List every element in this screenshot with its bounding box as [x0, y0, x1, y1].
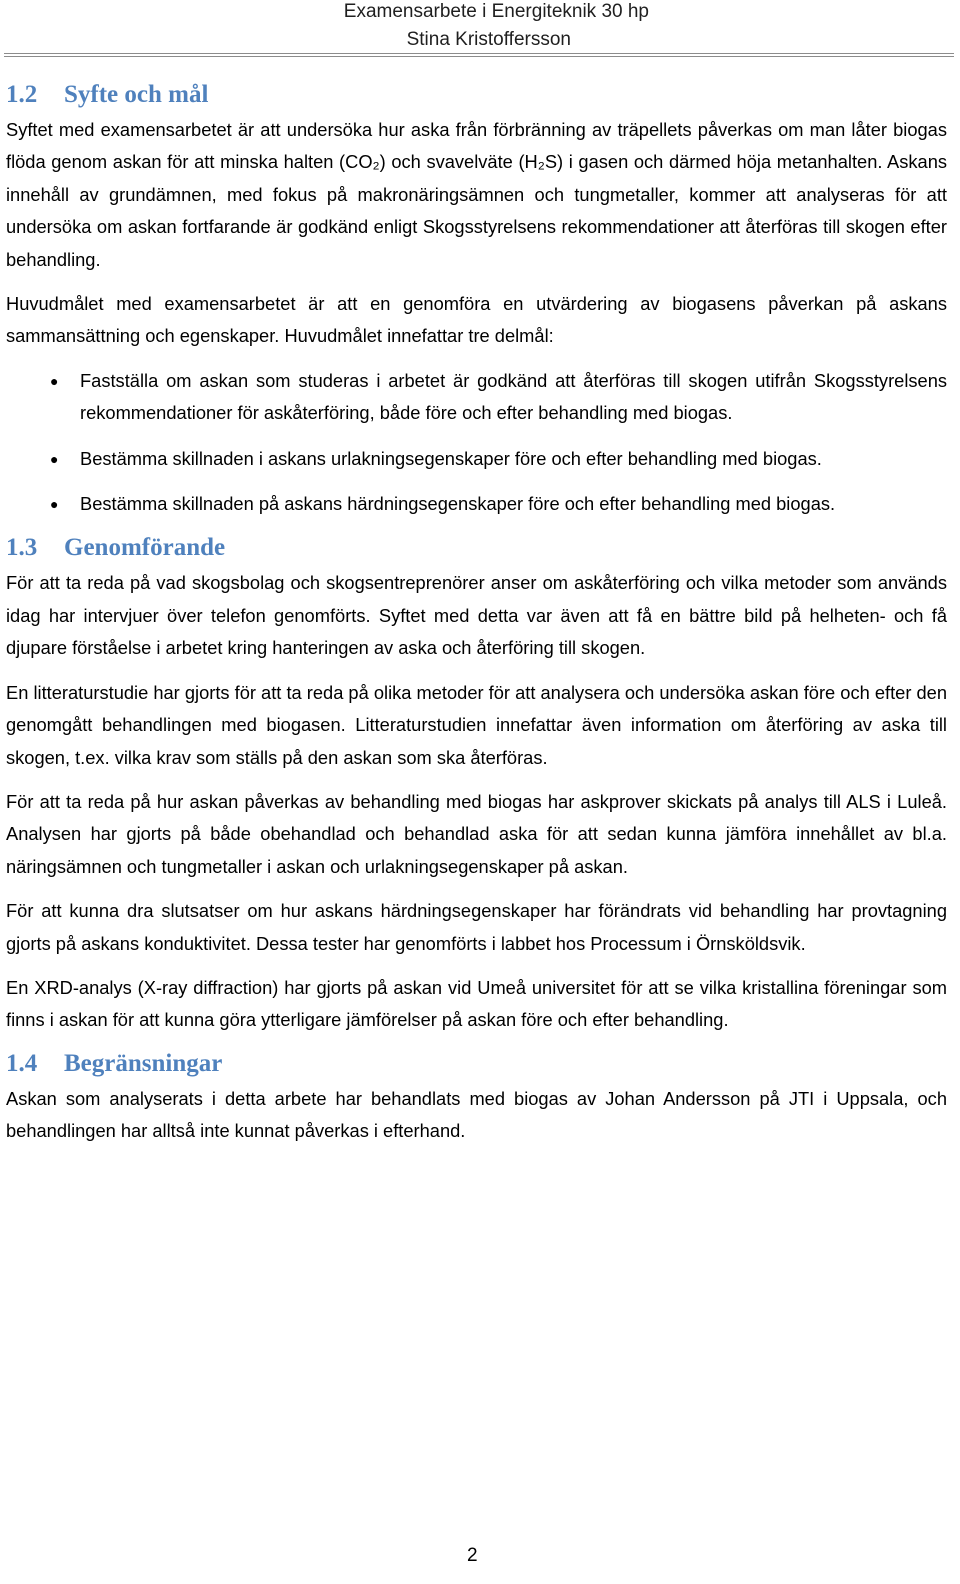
paragraph: Syftet med examensarbetet är att undersöka hur aska från förbränning av träpellets påverkas om man låter biogas flöda genom askan för att minska halten (CO₂) och svavelväte (H₂S) i gasen och därmed höja metanhalten. Askans innehåll av grundämnen, med fokus på makronäringsämnen och tungmetaller, kommer att analyseras för att undersöka om askan fortfarande är godkänd enligt Skogsstyrelsens rekommendationer att återföras till skogen efter behandling. — [6, 119, 947, 270]
paragraph: För att ta reda på vad skogsbolag och skogsentreprenörer anser om askåterföring och vilka metoder som används idag har intervjuer över telefon genomförts. Syftet med detta var även att få en bättre bild på helheten- och få djupare förståelse i arbetet kring hanteringen av aska och återföring till skogen. — [6, 572, 947, 659]
section-number: 1.3 — [6, 534, 38, 562]
list-item — [6, 488, 947, 520]
bullet-icon: ● — [50, 372, 59, 389]
list-item-text: Bestämma skillnaden på askans härdningsegenskaper före och efter behandling med biogas. — [80, 493, 836, 515]
section-title: Syfte och mål — [64, 81, 209, 108]
list-item — [6, 443, 947, 475]
list-item-text: Bestämma skillnaden i askans urlakningsegenskaper före och efter behandling med biogas. — [80, 447, 822, 469]
section-title: Genomförande — [64, 534, 226, 562]
section-number: 1.4 — [6, 1049, 38, 1077]
header-author: Stina Kristoffersson — [406, 29, 571, 50]
document-body — [6, 78, 947, 1148]
paragraph: En XRD-analys (X-ray diffraction) har gjorts på askan vid Umeå universitet för att se vilka kristallina föreningar som finns i askan för att kunna göra ytterligare jämförelser på askan före och efter behandling. — [6, 976, 947, 1031]
section-title: Begränsningar — [64, 1049, 223, 1077]
section-heading-syfte — [6, 78, 947, 112]
bullet-icon: ● — [50, 450, 59, 467]
paragraph: Askan som analyserats i detta arbete har behandlats med biogas av Johan Andersson på JTI i Uppsala, och behandlingen har alltså inte kunnat påverkas i efterhand. — [6, 1087, 947, 1142]
paragraph: För att kunna dra slutsatser om hur askans härdningsegenskaper har förändrats vid behandling har provtagning gjorts på askans konduktivitet. Dessa tester har genomförts i labbet hos Processum i Örnsköldsvik. — [6, 900, 947, 954]
section-number: 1.2 — [6, 81, 38, 108]
paragraph: För att ta reda på hur askan påverkas av behandling med biogas har askprover skickats på analys till ALS i Luleå. Analysen har gjorts på både obehandlad och behandlad aska för att sedan kunna jämföra innehållet av bl.a. näringsämnen och tungmetaller i askan och urlakningsegenskaper på askan. — [6, 790, 947, 877]
section-heading-begransningar — [6, 1047, 947, 1081]
header-title: Examensarbete i Energiteknik 30 hp — [343, 1, 649, 22]
paragraph: En litteraturstudie har gjorts för att ta reda på olika metoder för att analysera och undersöka askan före och efter den genomgått behandlingen med biogasen. Litteraturstudien innefattar även information om återföring av aska till skogen, t.ex. vilka krav som ställs på den askan som ska återföras. — [6, 681, 947, 768]
paragraph: Huvudmålet med examensarbetet är att en genomföra en utvärdering av biogasens påverkan på askans sammansättning och egenskaper. Huvudmålet innefattar tre delmål: — [6, 293, 947, 347]
list-item — [6, 365, 947, 430]
section-heading-genomforande — [6, 531, 947, 565]
header-divider — [4, 53, 954, 57]
list-item-text: Fastställa om askan som studeras i arbetet är godkänd att återföras till skogen utifrån Skogsstyrelsens rekommendationer för askåterföring, både före och efter behandling med biogas. — [80, 369, 947, 424]
bullet-icon: ● — [50, 496, 59, 513]
bullet-list — [6, 365, 947, 521]
page-header — [0, 0, 955, 52]
page-number: 2 — [467, 1545, 478, 1566]
